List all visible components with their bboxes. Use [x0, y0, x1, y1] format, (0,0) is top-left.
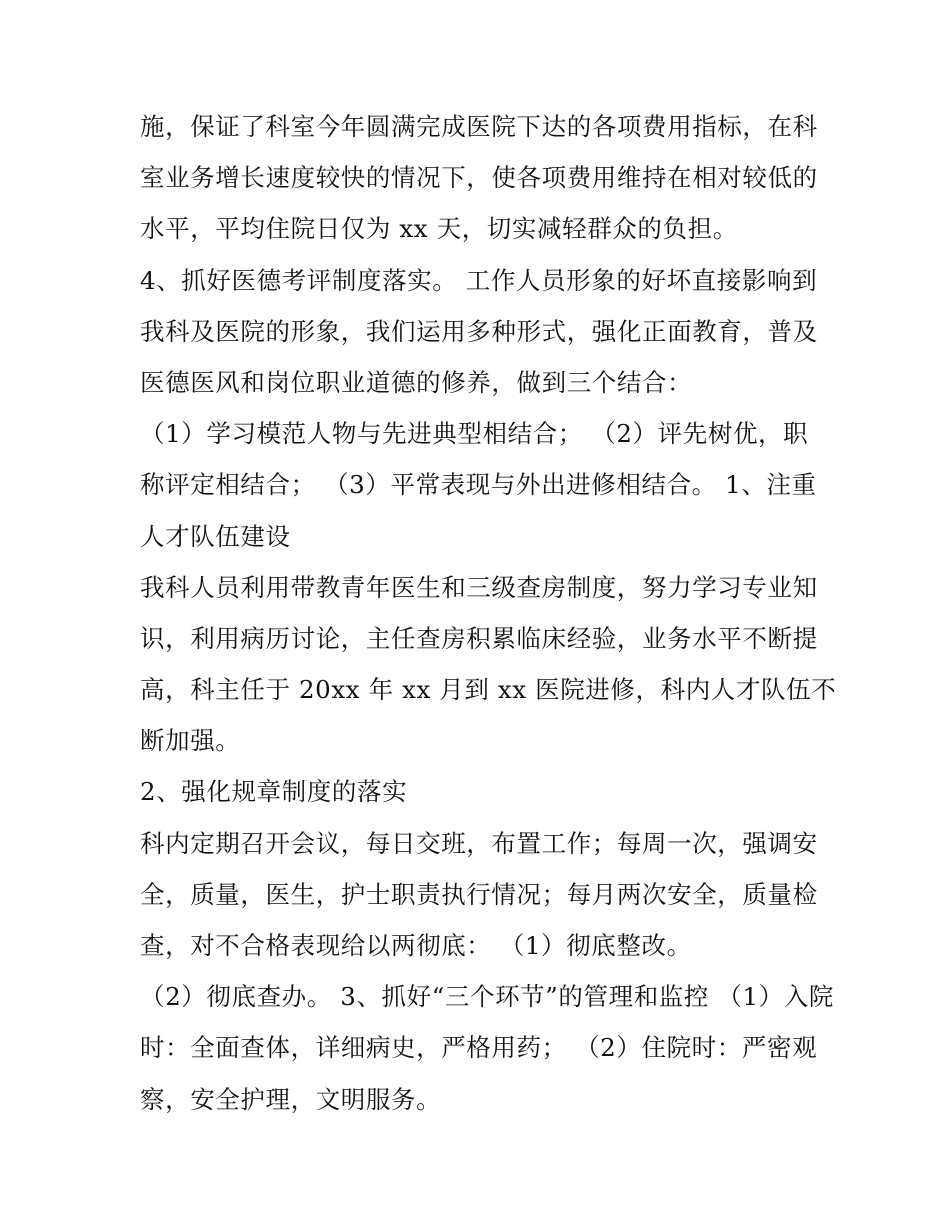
text-line: 全，质量，医生，护士职责执行情况；每月两次安全，质量检 — [140, 879, 818, 909]
text-line: （2）彻底查办。 3、抓好“三个环节”的管理和监控 （1）入院 — [140, 982, 834, 1012]
text-line: 水平，平均住院日仅为 xx 天，切实减轻群众的负担。 — [140, 214, 738, 244]
text-line: 断加强。 — [140, 726, 241, 756]
text-line: 查，对不合格表现给以两彻底： （1）彻底整改。 — [140, 931, 692, 960]
text-line: 高，科主任于 20xx 年 xx 月到 xx 医院进修，科内人才队伍不 — [140, 675, 837, 705]
text-line: 4、抓好医德考评制度落实。 工作人员形象的好坏直接影响到 — [140, 265, 818, 295]
text-line: 人才队伍建设 — [140, 521, 291, 551]
text-line: 室业务增长速度较快的情况下，使各项费用维持在相对较低的 — [140, 163, 818, 193]
text-line: （1）学习模范人物与先进典型相结合； （2）评先树优，职 — [140, 419, 809, 449]
text-line: 我科人员利用带教青年医生和三级查房制度，努力学习专业知 — [140, 572, 818, 602]
text-line: 察，安全护理，文明服务。 — [140, 1084, 442, 1114]
text-line: 称评定相结合； （3）平常表现与外出进修相结合。 1、注重 — [140, 470, 817, 500]
text-line: 我科及医院的形象，我们运用多种形式，强化正面教育，普及 — [140, 316, 818, 346]
text-line: 时：全面查体，详细病史，严格用药； （2）住院时：严密观 — [140, 1033, 818, 1063]
document-body — [140, 101, 837, 1125]
text-line: 科内定期召开会议，每日交班，布置工作；每周一次，强调安 — [140, 828, 818, 858]
text-line: 识，利用病历讨论，主任查房积累临床经验，业务水平不断提 — [140, 623, 818, 653]
text-line: 医德医风和岗位职业道德的修养，做到三个结合： — [140, 367, 693, 397]
text-line: 2、强化规章制度的落实 — [140, 777, 408, 807]
text-line: 施，保证了科室今年圆满完成医院下达的各项费用指标，在科 — [140, 112, 818, 141]
